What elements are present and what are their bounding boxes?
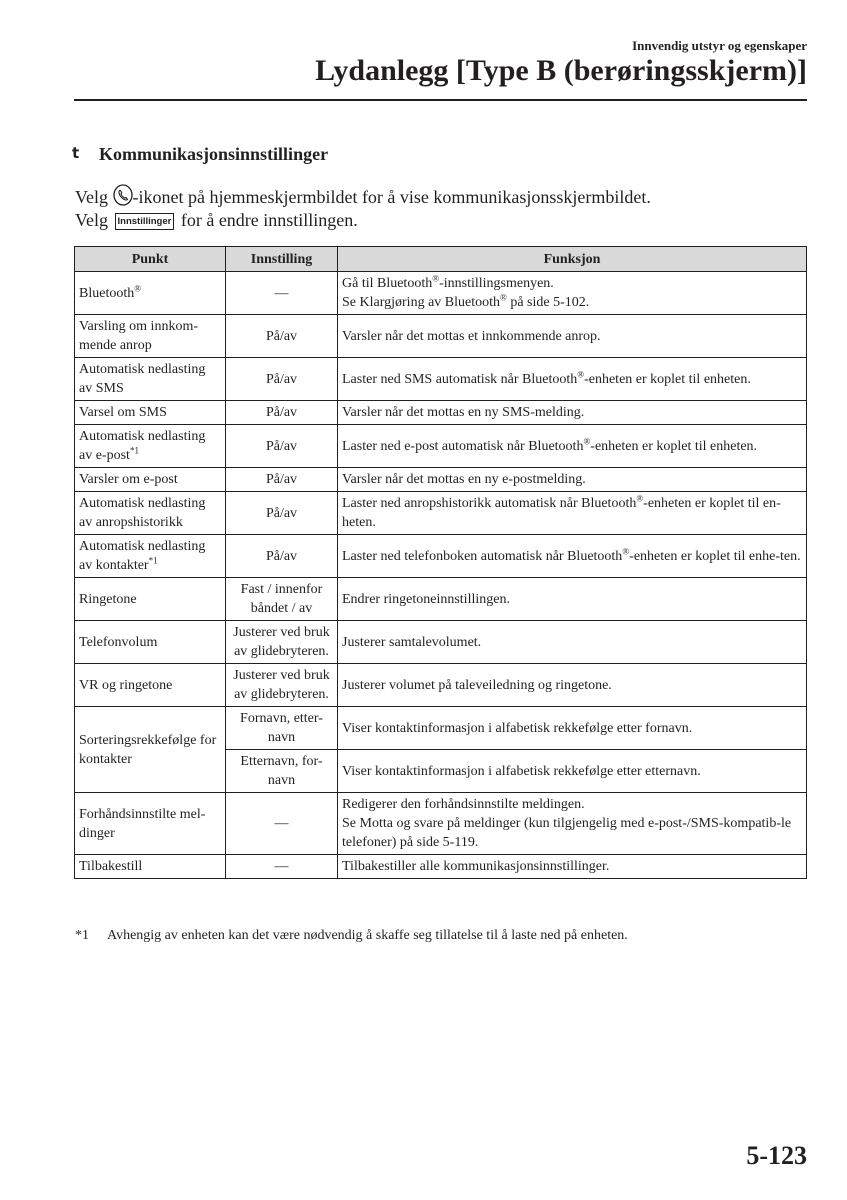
heading-bullet: t bbox=[72, 144, 80, 162]
setting-cell: Etternavn, for-navn bbox=[226, 750, 338, 793]
table-row bbox=[75, 315, 807, 358]
function-cell: Varsler når det mottas et innkommende anrop. bbox=[338, 315, 807, 358]
settings-button-label: Innstillinger bbox=[115, 213, 175, 230]
item-cell: Varsel om SMS bbox=[75, 401, 226, 425]
intro-line-2-post: for å endre innstillingen. bbox=[176, 210, 358, 230]
table-row bbox=[75, 707, 807, 750]
intro-line-1-post: -ikonet på hjemmeskjermbildet for å vise kommunikasjonsskjermbildet. bbox=[132, 187, 651, 207]
item-cell: Automatisk nedlasting av anropshistorikk bbox=[75, 492, 226, 535]
function-cell: Tilbakestiller alle kommunikasjonsinnstillinger. bbox=[338, 855, 807, 879]
function-cell: Laster ned telefonboken automatisk når Bluetooth®-enheten er koplet til enhe-ten. bbox=[338, 535, 807, 578]
header-punkt: Punkt bbox=[75, 247, 226, 272]
item-cell: Telefonvolum bbox=[75, 621, 226, 664]
function-cell: Redigerer den forhåndsinnstilte meldingen. Se Motta og svare på meldinger (kun tilgjengelig med e-post-/SMS-kompatib-le telefoner) på side 5-119. bbox=[338, 793, 807, 855]
setting-cell: På/av bbox=[226, 468, 338, 492]
item-cell: Automatisk nedlasting av e-post$^{*1}$ bbox=[75, 425, 226, 468]
table-row bbox=[75, 578, 807, 621]
table-row bbox=[75, 535, 807, 578]
intro-line-1 bbox=[75, 184, 651, 211]
table-row bbox=[75, 468, 807, 492]
phone-icon bbox=[113, 184, 133, 211]
function-cell: Laster ned e-post automatisk når Bluetooth®-enheten er koplet til enheten. bbox=[338, 425, 807, 468]
setting-cell: — bbox=[226, 272, 338, 315]
setting-cell: På/av bbox=[226, 492, 338, 535]
setting-cell: — bbox=[226, 793, 338, 855]
function-cell: Varsler når det mottas en ny e-postmelding. bbox=[338, 468, 807, 492]
table-row bbox=[75, 492, 807, 535]
setting-cell: Justerer ved bruk av glidebryteren. bbox=[226, 621, 338, 664]
item-cell: Automatisk nedlasting av SMS bbox=[75, 358, 226, 401]
table-row bbox=[75, 401, 807, 425]
table-row bbox=[75, 855, 807, 879]
function-cell: Justerer volumet på taleveiledning og ringetone. bbox=[338, 664, 807, 707]
item-cell: Bluetooth® bbox=[75, 272, 226, 315]
item-cell: Automatisk nedlasting av kontakter$^{*1}$ bbox=[75, 535, 226, 578]
function-cell: Viser kontaktinformasjon i alfabetisk rekkefølge etter fornavn. bbox=[338, 707, 807, 750]
setting-cell: På/av bbox=[226, 358, 338, 401]
table-row bbox=[75, 621, 807, 664]
table-row bbox=[75, 793, 807, 855]
table-row bbox=[75, 425, 807, 468]
table-header-row bbox=[75, 247, 807, 272]
header-funksjon: Funksjon bbox=[338, 247, 807, 272]
intro-line-1-pre: Velg bbox=[75, 187, 113, 207]
footnote bbox=[75, 928, 628, 944]
header-divider bbox=[74, 99, 807, 101]
page-number: 5-123 bbox=[746, 1141, 807, 1170]
footnote-text: Avhengig av enheten kan det være nødvendig å skaffe seg tillatelse til å laste ned på enheten. bbox=[107, 928, 628, 943]
setting-cell: — bbox=[226, 855, 338, 879]
function-cell: Laster ned anropshistorikk automatisk når Bluetooth®-enheten er koplet til en-heten. bbox=[338, 492, 807, 535]
function-cell: Justerer samtalevolumet. bbox=[338, 621, 807, 664]
item-cell: Varsler om e-post bbox=[75, 468, 226, 492]
intro-line-2-pre: Velg bbox=[75, 210, 113, 230]
setting-cell: På/av bbox=[226, 401, 338, 425]
settings-table bbox=[74, 246, 807, 879]
function-cell: Gå til Bluetooth®-innstillingsmenyen. Se Klargjøring av Bluetooth® på side 5-102. bbox=[338, 272, 807, 315]
section-header: Innvendig utstyr og egenskaper bbox=[632, 38, 807, 53]
setting-cell: Justerer ved bruk av glidebryteren. bbox=[226, 664, 338, 707]
table-row bbox=[75, 358, 807, 401]
item-cell: Sorteringsrekkefølge for kontakter bbox=[75, 707, 226, 793]
footnote-mark: *1 bbox=[75, 928, 89, 943]
table-row bbox=[75, 664, 807, 707]
setting-cell: Fornavn, etter-navn bbox=[226, 707, 338, 750]
setting-cell: Fast / innenfor båndet / av bbox=[226, 578, 338, 621]
intro-line-2 bbox=[75, 210, 358, 231]
section-heading: Kommunikasjonsinnstillinger bbox=[99, 144, 329, 164]
header-innstilling: Innstilling bbox=[226, 247, 338, 272]
function-cell: Varsler når det mottas en ny SMS-melding. bbox=[338, 401, 807, 425]
item-cell: Varsling om innkom-mende anrop bbox=[75, 315, 226, 358]
setting-cell: På/av bbox=[226, 315, 338, 358]
item-cell: Tilbakestill bbox=[75, 855, 226, 879]
table-row bbox=[75, 272, 807, 315]
function-cell: Laster ned SMS automatisk når Bluetooth®-enheten er koplet til enheten. bbox=[338, 358, 807, 401]
item-cell: VR og ringetone bbox=[75, 664, 226, 707]
function-cell: Viser kontaktinformasjon i alfabetisk rekkefølge etter etternavn. bbox=[338, 750, 807, 793]
function-cell: Endrer ringetoneinnstillingen. bbox=[338, 578, 807, 621]
setting-cell: På/av bbox=[226, 535, 338, 578]
item-cell: Ringetone bbox=[75, 578, 226, 621]
item-cell: Forhåndsinnstilte mel-dinger bbox=[75, 793, 226, 855]
page-title: Lydanlegg [Type B (berøringsskjerm)] bbox=[315, 54, 807, 87]
setting-cell: På/av bbox=[226, 425, 338, 468]
